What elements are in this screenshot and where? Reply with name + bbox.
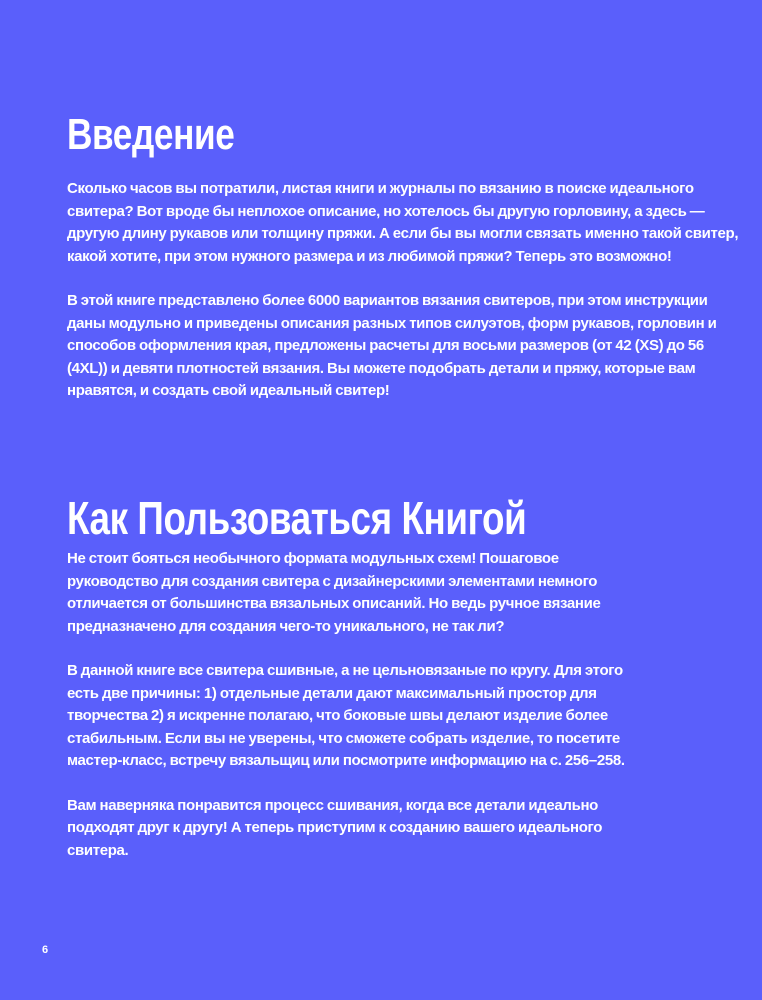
howto-paragraph: В данной книге все свитера сшивные, а не цельновязаные по кругу. Для этого есть две причины: 1) отдельные детали дают максимальный простор для творчества 2) я искренне полагаю, что боковые швы делают изделие более стабильным. Если вы не уверены, что сможете собрать изделие, то посетите мастер-класс, встречу вязальщиц или посмотрите информацию на с. 256–258. xyxy=(67,662,625,769)
howto-heading: Как Пользоваться Книгой xyxy=(67,492,527,544)
howto-paragraph: Вам наверняка понравится процесс сшивания, когда все детали идеально подходят друг к другу! А теперь приступим к созданию вашего идеального свитера. xyxy=(67,796,603,859)
howto-section xyxy=(67,490,627,884)
howto-paragraph: Не стоит бояться необычного формата модульных схем! Пошаговое руководство для создания свитера с дизайнерскими элементами немного отличается от большинства вязальных описаний. Но ведь ручное вязание предназначено для создания чего-то уникального, не так ли? xyxy=(67,550,601,635)
intro-paragraph: В этой книге представлено более 6000 вариантов вязания свитеров, при этом инструкции даны модульно и приведены описания разных типов силуэтов, форм рукавов, горловин и способов оформления края, предложены расчеты для восьми размеров (от 42 (XS) до 56 (4XL)) и девяти плотностей вязания. Вы можете подобрать детали и пряжу, которые вам нравятся, и создать свой идеальный свитер! xyxy=(67,292,717,399)
intro-heading: Введение xyxy=(67,110,235,159)
intro-section xyxy=(67,108,747,425)
intro-paragraph: Сколько часов вы потратили, листая книги и журналы по вязанию в поиске идеального свитера? Вот вроде бы неплохое описание, но хотелось бы другую горловину, а здесь — другую длину рукавов или толщину пряжи. А если бы вы могли связать именно такой свитер, какой хотите, при этом нужного размера и из любимой пряжи? Теперь это возможно! xyxy=(67,180,739,265)
page-number: 6 xyxy=(42,944,49,956)
